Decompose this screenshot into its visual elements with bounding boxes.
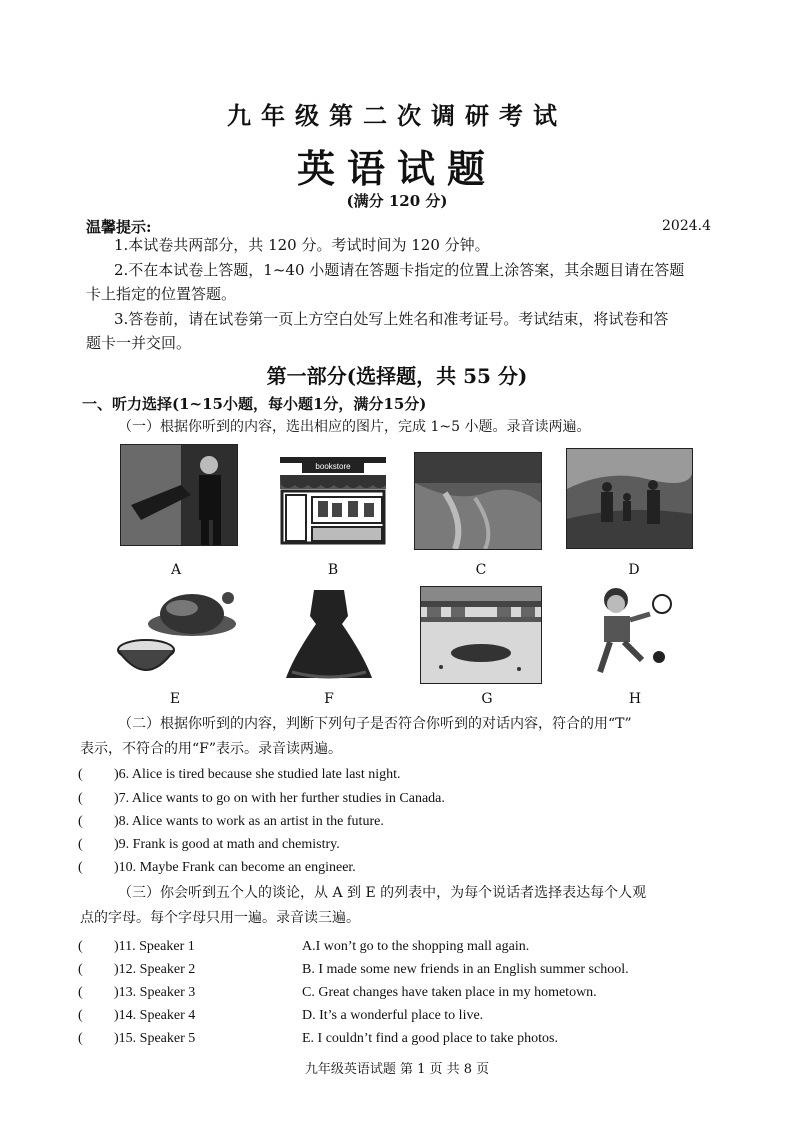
page-footer: 九年级英语试题 第 1 页 共 8 页 xyxy=(304,1062,490,1077)
part1-title: 第一部分(选择题，共 55 分) xyxy=(266,364,528,388)
question-row xyxy=(78,767,401,783)
speaker-row xyxy=(78,939,195,955)
section2-instruction: 表示，不符合的用“F”表示。录音读两遍。 xyxy=(80,741,343,757)
tip-line: 2.不在本试卷上答题，1~40 小题请在答题卡指定的位置上涂答案，其余题目请在答题 xyxy=(114,261,685,279)
section3-instruction: （三）你会听到五个人的谈论，从 A 到 E 的列表中，为每个说话者选择表达每个人观 xyxy=(118,885,647,901)
speaker-row xyxy=(78,985,195,1001)
question-text: )7. Alice wants to go on with her further studies in Canada. xyxy=(114,791,445,806)
question-row xyxy=(78,837,340,853)
picture-g xyxy=(420,586,542,684)
tips-heading: 温馨提示: xyxy=(86,218,152,236)
option-b: B. I made some new friends in an English summer school. xyxy=(302,962,629,977)
waterfall-photo xyxy=(415,453,541,549)
speaker-label: )13. Speaker 3 xyxy=(114,985,196,1000)
exam-title: 九年级第二次调研考试 xyxy=(227,101,567,130)
speaker-label: )12. Speaker 2 xyxy=(114,962,196,977)
section3-instruction: 点的字母。每个字母只用一遍。录音读三遍。 xyxy=(80,910,360,926)
answer-blank[interactable]: ( xyxy=(78,814,83,829)
bookstore-icon xyxy=(276,455,390,545)
picture-h xyxy=(580,584,690,682)
answer-blank[interactable]: ( xyxy=(78,1008,83,1023)
option-c: C. Great changes have taken place in my hometown. xyxy=(302,985,597,1000)
speaker-row xyxy=(78,962,195,978)
option-d: D. It’s a wonderful place to live. xyxy=(302,1008,484,1023)
question-row xyxy=(78,791,445,807)
picture-label: G xyxy=(481,691,493,707)
picture-e xyxy=(116,586,240,682)
question-text: )8. Alice wants to work as an artist in the future. xyxy=(114,814,384,829)
picture-f xyxy=(284,586,374,682)
picture-d xyxy=(566,448,693,549)
answer-blank[interactable]: ( xyxy=(78,837,83,852)
answer-blank[interactable]: ( xyxy=(78,791,83,806)
picture-label: C xyxy=(475,562,487,578)
question-row xyxy=(78,814,384,830)
answer-blank[interactable]: ( xyxy=(78,985,83,1000)
speaker-label: )11. Speaker 1 xyxy=(114,939,195,954)
picture-label: A xyxy=(170,562,182,578)
answer-blank[interactable]: ( xyxy=(78,1031,83,1046)
question-row xyxy=(78,860,356,876)
tip-line: 题卡一并交回。 xyxy=(86,334,192,352)
shopping-mall-photo xyxy=(421,587,541,683)
question-text: )9. Frank is good at math and chemistry. xyxy=(114,837,340,852)
speaker-label: )14. Speaker 4 xyxy=(114,1008,196,1023)
man-kicking-photo xyxy=(121,445,237,545)
bookstore-sign: bookstore xyxy=(315,462,351,471)
picture-a xyxy=(120,444,238,546)
picture-c xyxy=(414,452,542,550)
option-e: E. I couldn’t find a good place to take photos. xyxy=(302,1031,558,1046)
subject-title: 英语试题 xyxy=(296,146,497,191)
question-text: )6. Alice is tired because she studied late last night. xyxy=(114,767,401,782)
answer-blank[interactable]: ( xyxy=(78,962,83,977)
option-a: A.I won’t go to the shopping mall again. xyxy=(302,939,530,954)
family-hiking-photo xyxy=(567,449,692,548)
question-text: )10. Maybe Frank can become an engineer. xyxy=(114,860,356,875)
picture-label: E xyxy=(169,691,181,707)
tip-line: 1.本试卷共两部分，共 120 分。考试时间为 120 分钟。 xyxy=(114,236,490,254)
picture-label: B xyxy=(327,562,339,578)
section2-instruction: （二）根据你听到的内容，判断下列句子是否符合你听到的对话内容，符合的用“T” xyxy=(118,716,632,732)
picture-label: D xyxy=(628,562,640,578)
roast-chicken-rice-icon xyxy=(116,586,240,682)
dress-icon xyxy=(284,586,374,682)
answer-blank[interactable]: ( xyxy=(78,939,83,954)
speaker-row xyxy=(78,1008,195,1024)
exam-date: 2024.4 xyxy=(662,218,711,234)
answer-blank[interactable]: ( xyxy=(78,860,83,875)
section1-instruction: （一）根据你听到的内容，选出相应的图片，完成 1~5 小题。录音读两遍。 xyxy=(118,419,591,435)
full-score: (满分 120 分) xyxy=(346,192,448,210)
picture-label: H xyxy=(628,691,642,707)
tip-line: 3.答卷前，请在试卷第一页上方空白处写上姓名和准考证号。考试结束，将试卷和答 xyxy=(114,310,669,328)
boy-football-icon xyxy=(580,584,690,682)
speaker-row xyxy=(78,1031,195,1047)
answer-blank[interactable]: ( xyxy=(78,767,83,782)
picture-label: F xyxy=(324,691,334,707)
picture-b xyxy=(276,455,390,545)
speaker-label: )15. Speaker 5 xyxy=(114,1031,196,1046)
listening-heading: 一、听力选择(1~15小题，每小题1分，满分15分) xyxy=(82,395,427,413)
tip-line: 卡上指定的位置答题。 xyxy=(86,285,237,303)
